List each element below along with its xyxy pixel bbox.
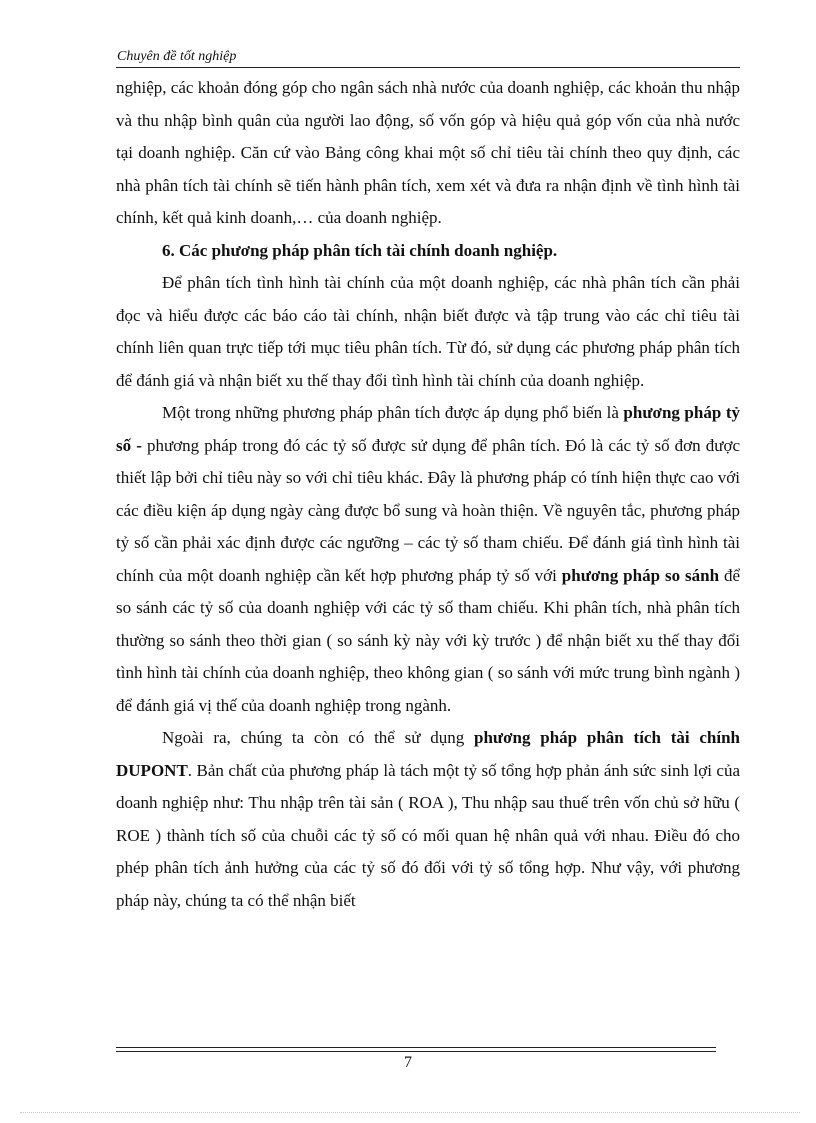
header-rule — [116, 67, 740, 68]
text-run: . Bản chất của phương pháp là tách một tỷ số tổng hợp phản ánh sức sinh lợi của doanh nghiệp như: Thu nhập trên tài sản ( ROA ), Thu nhập sau thuế trên vốn chủ sở hữu ( ROE ) thành tích số của chuỗi các tỷ số có mối quan hệ nhân quả với nhau. Điều đó cho phép phân tích ảnh hưởng của các tỷ số đó đối với tỷ số tổng hợp. Như vậy, với phương pháp này, chúng ta có thể nhận biết — [116, 760, 740, 910]
bold-term-comparison-method: phương pháp so sánh — [561, 565, 720, 585]
bold-term-ratio-method: phương pháp tỷ số - — [116, 403, 740, 455]
section-heading: 6. Các phương pháp phân tích tài chính doanh nghiệp. — [162, 240, 558, 260]
body-text — [116, 72, 740, 917]
paragraph-ratio-method — [116, 397, 740, 722]
paragraph-dupont-method — [116, 722, 740, 917]
paragraph-continuation: nghiệp, các khoản đóng góp cho ngân sách nhà nước của doanh nghiệp, các khoản thu nhập và thu nhập bình quân của người lao động, số vốn góp và hiệu quả góp vốn của nhà nước tại doanh nghiệp. Căn cứ vào Bảng công khai một số chỉ tiêu tài chính theo quy định, các nhà phân tích tài chính sẽ tiến hành phân tích, xem xét và đưa ra nhận định về tình hình tài chính, kết quả kinh doanh,… của doanh nghiệp. — [116, 78, 740, 227]
text-run: Ngoài ra, chúng ta còn có thể sử dụng — [162, 728, 474, 747]
text-run: phương pháp trong đó các tỷ số được sử dụng để phân tích. Đó là các tỷ số đơn được thiết lập bởi chỉ tiêu này so với chỉ tiêu khác. Đây là phương pháp có tính hiện thực cao với các điều kiện áp dụng ngày càng được bổ sung và hoàn thiện. Về nguyên tắc, phương pháp tỷ số cần phải xác định được các ngưỡng – các tỷ số tham chiếu. Để đánh giá tình hình tài chính của một doanh nghiệp cần kết hợp phương pháp tỷ số với — [116, 435, 740, 585]
running-header-title: Chuyên đề tốt nghiệp — [117, 49, 237, 64]
text-run: để so sánh các tỷ số của doanh nghiệp với các tỷ số tham chiếu. Khi phân tích, nhà phân tích thường so sánh theo thời gian ( so sánh kỳ này với kỳ trước ) để nhận biết xu thế thay đổi tình hình tài chính của doanh nghiệp, theo không gian ( so sánh với mức trung bình ngành ) để đánh giá vị thế của doanh nghiệp trong ngành. — [116, 565, 741, 715]
bold-term-dupont: phương pháp phân tích tài chính DUPONT — [116, 728, 740, 780]
page-bottom-dotted-line — [20, 1112, 800, 1113]
footer-rule-top — [116, 1047, 716, 1048]
paragraph-analysis-intro: Để phân tích tình hình tài chính của một doanh nghiệp, các nhà phân tích cần phải đọc và hiểu được các báo cáo tài chính, nhận biết được và tập trung vào các chỉ tiêu tài chính liên quan trực tiếp tới mục tiêu phân tích. Từ đó, sử dụng các phương pháp phân tích để đánh giá và nhận biết xu thế thay đổi tình hình tài chính của doanh nghiệp. — [116, 273, 740, 390]
footer-rule-bottom — [116, 1051, 716, 1052]
page-number: 7 — [404, 1054, 412, 1071]
text-run: Một trong những phương pháp phân tích được áp dụng phổ biến là — [162, 403, 624, 422]
